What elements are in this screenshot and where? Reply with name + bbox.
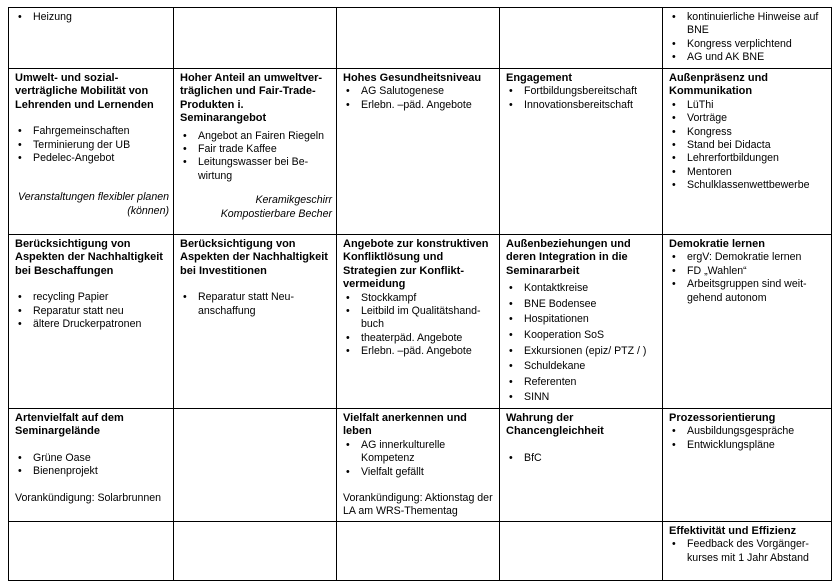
- list-item: • SINN: [506, 390, 658, 406]
- bullet-list: [506, 281, 658, 406]
- cell-r0-c3: [500, 8, 663, 69]
- cell-title: Demokratie lernen: [669, 238, 765, 250]
- cell-title: Hohes Gesundheitsniveau: [343, 72, 482, 84]
- list-item: • Bienenprojekt: [15, 465, 169, 478]
- cell-title: Effektivität und Effizienz: [669, 524, 797, 537]
- list-item: • Lehrerfortbildungen: [669, 152, 827, 165]
- bullet-list: [669, 251, 827, 305]
- list-item: • theaterpäd. Angebote: [343, 332, 495, 345]
- cell-democracy: [663, 235, 832, 409]
- list-item: • Entwicklungspläne: [669, 439, 827, 452]
- list-item: • Feedback des Vorgänger-kurses mit 1 Jahr Abstand: [669, 538, 827, 565]
- list-item: • Stand bei Didacta: [669, 139, 827, 152]
- cell-conflict: [337, 235, 500, 409]
- cell-r4-c2: [337, 521, 500, 580]
- list-item: • Arbeitsgruppen sind weit-gehend autonom: [669, 278, 827, 305]
- list-item: • Exkursionen (epiz/ PTZ / ): [506, 344, 658, 360]
- cell-r3-c1: [174, 408, 337, 521]
- list-item: • AG und AK BNE: [669, 51, 827, 64]
- cell-process: [663, 408, 832, 521]
- bullet-list: [180, 291, 332, 318]
- cell-investments: [174, 235, 337, 409]
- list-item: • recycling Papier: [15, 291, 169, 304]
- list-item: • Reparatur statt Neu-anschaffung: [180, 291, 332, 318]
- cell-r4-c1: [174, 521, 337, 580]
- cell-equal-opportunity: [500, 408, 663, 521]
- cell-diversity: [337, 408, 500, 521]
- cell-title: Hoher Anteil an umweltver-träglichen und Fair-Trade-Produkten i. Seminarangebot: [180, 72, 323, 125]
- bullet-list: [669, 11, 827, 65]
- list-item: • kontinuierliche Hinweise auf BNE: [669, 11, 827, 38]
- cell-title: Artenvielfalt auf dem Seminargelände: [15, 411, 124, 438]
- list-item: • Leitungswasser bei Be-wirtung: [180, 156, 332, 183]
- list-item: • Angebot an Fairen Riegeln: [180, 130, 332, 143]
- list-item: • Hospitationen: [506, 312, 658, 328]
- cell-title: Prozessorientierung: [669, 411, 776, 424]
- bullet-list: [15, 125, 169, 165]
- list-item: • BNE Bodensee: [506, 297, 658, 313]
- bullet-list: [506, 85, 658, 112]
- matrix-row: [9, 8, 832, 69]
- list-item: • ältere Druckerpatronen: [15, 318, 169, 331]
- cell-title: Vielfalt anerkennen und leben: [343, 411, 467, 438]
- matrix-row: [9, 235, 832, 409]
- cell-biodiversity: [9, 408, 174, 521]
- cell-r0-c4: [663, 8, 832, 69]
- cell-r4-c3: [500, 521, 663, 580]
- list-item: • ergV: Demokratie lernen: [669, 251, 827, 264]
- cell-title: Außenbeziehungen und deren Integration in die Seminararbeit: [506, 238, 631, 277]
- list-item: • Kongress verplichtend: [669, 38, 827, 51]
- list-item: • Erlebn. –päd. Angebote: [343, 345, 495, 358]
- cell-note: Keramikgeschirr Kompostierbare Becher: [220, 194, 332, 220]
- list-item: • Kongress: [669, 126, 827, 139]
- list-item: • Fahrgemeinschaften: [15, 125, 169, 138]
- list-item: • Schuldekane: [506, 359, 658, 375]
- list-item: • Kooperation SoS: [506, 328, 658, 344]
- cell-health: [337, 69, 500, 235]
- list-item: • Mentoren: [669, 166, 827, 179]
- cell-communication: [663, 69, 832, 235]
- cell-r0-c1: [174, 8, 337, 69]
- cell-procurement: [9, 235, 174, 409]
- cell-title: Umwelt- und sozial-verträgliche Mobilität von Lehrenden und Lernenden: [15, 72, 154, 111]
- matrix-row: [9, 521, 832, 580]
- bullet-list: [343, 85, 495, 112]
- cell-fair-trade: [174, 69, 337, 235]
- sustainability-matrix: [8, 7, 832, 581]
- matrix-row: [9, 408, 832, 521]
- list-item: • FD „Wahlen“: [669, 265, 827, 278]
- bullet-list: [343, 439, 495, 479]
- cell-title: Berücksichtigung von Aspekten der Nachhaltigkeit bei Beschaffungen: [15, 238, 163, 277]
- cell-title: Berücksichtigung von Aspekten der Nachhaltigkeit bei Investitionen: [180, 238, 328, 277]
- cell-footer: Vorankündigung: Aktionstag der LA am WRS-Thementag: [343, 492, 493, 518]
- cell-engagement: [500, 69, 663, 235]
- bullet-list: [343, 292, 495, 359]
- cell-title: Außenpräsenz und Kommunikation: [669, 72, 769, 98]
- cell-title: Engagement: [506, 72, 573, 84]
- list-item: • Schulklassenwettbewerbe: [669, 179, 827, 192]
- list-item: • Vorträge: [669, 112, 827, 125]
- list-item: • Stockkampf: [343, 292, 495, 305]
- list-item: • Innovationsbereitschaft: [506, 99, 658, 112]
- list-item: • Heizung: [15, 11, 169, 24]
- bullet-list: [669, 99, 827, 193]
- cell-external-relations: [500, 235, 663, 409]
- list-item: • Erlebn. –päd. Angebote: [343, 99, 495, 112]
- list-item: • AG innerkulturelle Kompetenz: [343, 439, 495, 466]
- cell-footer: Vorankündigung: Solarbrunnen: [15, 491, 162, 504]
- bullet-list: [180, 130, 332, 184]
- cell-efficiency: [663, 521, 832, 580]
- cell-title: Wahrung der Chancengleichheit: [506, 411, 604, 438]
- list-item: • Fair trade Kaffee: [180, 143, 332, 156]
- cell-r0-c0: [9, 8, 174, 69]
- list-item: • Pedelec-Angebot: [15, 152, 169, 165]
- list-item: • Referenten: [506, 375, 658, 391]
- list-item: • AG Salutogenese: [343, 85, 495, 98]
- cell-title: Angebote zur konstruktiven Konfliktlösung und Strategien zur Konflikt-vermeidung: [343, 238, 489, 291]
- matrix-row: [9, 69, 832, 235]
- bullet-list: [669, 425, 827, 452]
- cell-note: Veranstaltungen flexibler planen (können): [18, 191, 169, 217]
- list-item: • Fortbildungsbereitschaft: [506, 85, 658, 98]
- list-item: • Grüne Oase: [15, 452, 169, 465]
- cell-r0-c2: [337, 8, 500, 69]
- list-item: • Reparatur statt neu: [15, 305, 169, 318]
- list-item: • LüThi: [669, 99, 827, 112]
- list-item: • Terminierung der UB: [15, 139, 169, 152]
- list-item: • Vielfalt gefällt: [343, 466, 495, 479]
- cell-mobility: [9, 69, 174, 235]
- bullet-list: [669, 538, 827, 565]
- list-item: • BfC: [506, 452, 658, 465]
- bullet-list: [15, 291, 169, 331]
- bullet-list: [506, 452, 658, 465]
- list-item: • Ausbildungsgespräche: [669, 425, 827, 438]
- list-item: • Kontaktkreise: [506, 281, 658, 297]
- bullet-list: [15, 11, 169, 24]
- list-item: • Leitbild im Qualitätshand-buch: [343, 305, 495, 332]
- cell-r4-c0: [9, 521, 174, 580]
- bullet-list: [15, 452, 169, 479]
